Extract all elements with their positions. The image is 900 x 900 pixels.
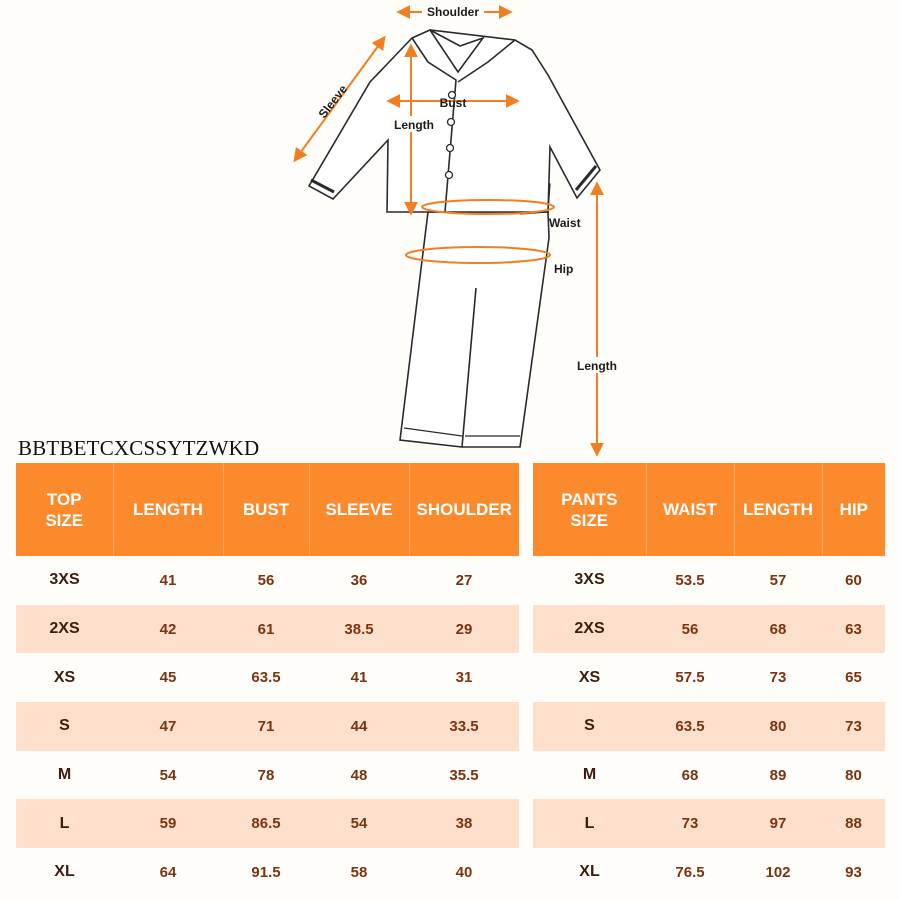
- pants-table-value-cell: 80: [822, 751, 885, 800]
- pants-table-value-cell: 68: [646, 751, 734, 800]
- pants-table-value-cell: 80: [734, 702, 822, 751]
- pants-table-row: [533, 556, 885, 605]
- top-table-header-text: SHOULDER: [416, 500, 512, 519]
- top-table-value-cell: 38.5: [309, 605, 409, 654]
- pants-table-value-cell: 63.5: [646, 702, 734, 751]
- top-table-value-cell: 27: [409, 556, 519, 605]
- top-table-value-cell: 58: [309, 848, 409, 897]
- top-table-row: [16, 799, 519, 848]
- pants-table-value-cell: 57.5: [646, 653, 734, 702]
- pants-table-header-text: PANTS: [561, 489, 618, 509]
- pants-size-table: [533, 463, 885, 897]
- top-table-row: [16, 556, 519, 605]
- top-table-header-cell: [223, 463, 309, 556]
- pants-table-header-cell: [734, 463, 822, 556]
- top-table-header-text: SLEEVE: [325, 500, 393, 519]
- top-length-label: Length: [394, 118, 434, 132]
- top-table-value-cell: 36: [309, 556, 409, 605]
- pants-table-value-cell: 57: [734, 556, 822, 605]
- top-table-row: [16, 702, 519, 751]
- pants-table-value-cell: 89: [734, 751, 822, 800]
- pants-table-header-cell: [822, 463, 885, 556]
- pants-table-header-text: LENGTH: [743, 500, 813, 519]
- pants-table-row: [533, 751, 885, 800]
- pants-table-size-cell: S: [533, 702, 646, 751]
- top-table-row: [16, 848, 519, 897]
- pants-table-value-cell: 73: [822, 702, 885, 751]
- top-size-table: [16, 463, 519, 897]
- top-table-size-cell: 3XS: [16, 556, 113, 605]
- top-table-value-cell: 61: [223, 605, 309, 654]
- top-table-value-cell: 64: [113, 848, 223, 897]
- bust-label: Bust: [439, 96, 467, 110]
- top-table-size-cell: XL: [16, 848, 113, 897]
- top-table-value-cell: 59: [113, 799, 223, 848]
- top-table-value-cell: 44: [309, 702, 409, 751]
- top-table-size-cell: S: [16, 702, 113, 751]
- pants-table-row: [533, 799, 885, 848]
- top-table-value-cell: 56: [223, 556, 309, 605]
- top-table-size-cell: XS: [16, 653, 113, 702]
- waist-label: Waist: [549, 216, 581, 230]
- pants-table-value-cell: 102: [734, 848, 822, 897]
- top-table-size-cell: M: [16, 751, 113, 800]
- top-table-size-cell: 2XS: [16, 605, 113, 654]
- top-table-row: [16, 605, 519, 654]
- pants-table-size-cell: L: [533, 799, 646, 848]
- top-table-value-cell: 48: [309, 751, 409, 800]
- top-table-header-cell: [113, 463, 223, 556]
- top-table-header-cell: [409, 463, 519, 556]
- top-table-header-text: BUST: [242, 500, 290, 519]
- pants-table-size-cell: XL: [533, 848, 646, 897]
- top-table-header-text: TOP: [46, 489, 82, 509]
- top-table-header-cell: [16, 463, 113, 556]
- top-table-value-cell: 54: [113, 751, 223, 800]
- product-code: BBTBETCXCSSYTZWKD: [18, 436, 260, 460]
- top-table-value-cell: 63.5: [223, 653, 309, 702]
- pants-table-header-text: WAIST: [663, 500, 717, 519]
- top-table-value-cell: 33.5: [409, 702, 519, 751]
- pants-table-size-cell: M: [533, 751, 646, 800]
- top-table-row: [16, 751, 519, 800]
- pants-length-label: Length: [577, 359, 617, 373]
- top-table-value-cell: 29: [409, 605, 519, 654]
- sleeve-label: Sleeve: [315, 82, 351, 121]
- pants-table-value-cell: 97: [734, 799, 822, 848]
- top-table-size-cell: L: [16, 799, 113, 848]
- pants-table-row: [533, 848, 885, 897]
- pants-table-row: [533, 605, 885, 654]
- pants-table-row: [533, 702, 885, 751]
- top-table-header-text: SIZE: [45, 510, 84, 530]
- pants-table-header-text: SIZE: [570, 510, 609, 530]
- pants-illustration: [400, 180, 550, 447]
- pants-table-row: [533, 653, 885, 702]
- pants-table-header-row: [533, 463, 885, 556]
- top-table-header-cell: [309, 463, 409, 556]
- pants-table-value-cell: 88: [822, 799, 885, 848]
- top-table-value-cell: 91.5: [223, 848, 309, 897]
- top-table-value-cell: 38: [409, 799, 519, 848]
- pants-table-value-cell: 76.5: [646, 848, 734, 897]
- top-table-value-cell: 41: [309, 653, 409, 702]
- shoulder-label: Shoulder: [426, 5, 480, 19]
- hip-label: Hip: [554, 262, 574, 276]
- top-table-value-cell: 86.5: [223, 799, 309, 848]
- top-table-value-cell: 78: [223, 751, 309, 800]
- top-table-row: [16, 653, 519, 702]
- pants-table-value-cell: 73: [646, 799, 734, 848]
- top-table-value-cell: 40: [409, 848, 519, 897]
- top-table-header-text: LENGTH: [133, 500, 203, 519]
- top-table-value-cell: 54: [309, 799, 409, 848]
- pants-table-size-cell: XS: [533, 653, 646, 702]
- pants-table-value-cell: 60: [822, 556, 885, 605]
- pants-table-value-cell: 63: [822, 605, 885, 654]
- pants-table-header-cell: [646, 463, 734, 556]
- pants-table-size-cell: 2XS: [533, 605, 646, 654]
- top-table-value-cell: 41: [113, 556, 223, 605]
- pants-table-value-cell: 73: [734, 653, 822, 702]
- pants-table-value-cell: 56: [646, 605, 734, 654]
- pants-table-header-cell: [533, 463, 646, 556]
- top-table-header-row: [16, 463, 519, 556]
- pants-table-header-text: HIP: [839, 500, 868, 519]
- top-table-value-cell: 71: [223, 702, 309, 751]
- top-table-value-cell: 31: [409, 653, 519, 702]
- pants-table-value-cell: 65: [822, 653, 885, 702]
- top-table-value-cell: 42: [113, 605, 223, 654]
- top-table-value-cell: 35.5: [409, 751, 519, 800]
- pants-table-value-cell: 53.5: [646, 556, 734, 605]
- pants-table-value-cell: 68: [734, 605, 822, 654]
- top-table-value-cell: 47: [113, 702, 223, 751]
- pants-table-value-cell: 93: [822, 848, 885, 897]
- pants-table-size-cell: 3XS: [533, 556, 646, 605]
- top-table-value-cell: 45: [113, 653, 223, 702]
